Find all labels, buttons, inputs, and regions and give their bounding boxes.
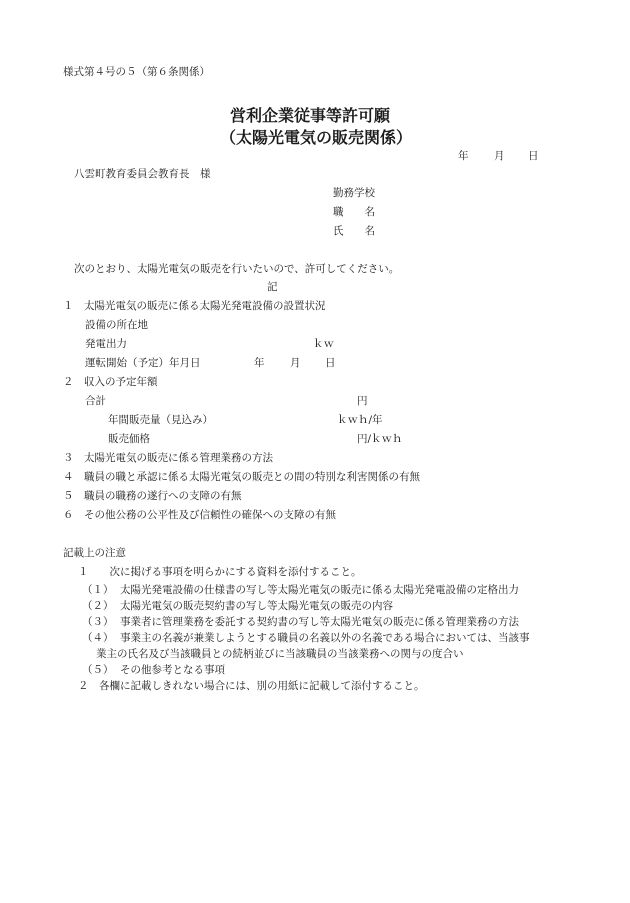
note-1: １ 次に掲げる事項を明らかにする資料を添付すること。 bbox=[78, 566, 362, 578]
operation-start-day: 日 bbox=[325, 357, 336, 369]
item-1-heading: １ 太陽光電気の販売に係る太陽光発電設備の設置状況 bbox=[63, 300, 326, 312]
subnote-4-text-line1: 事業主の名義が兼業しようとする職員の名義以外の名義である場合においては、当該事 bbox=[120, 632, 530, 644]
subnote-5-number: （５） bbox=[82, 664, 114, 676]
applicant-school-label: 勤務学校 bbox=[333, 187, 375, 199]
addressee: 八雲町教育委員会教育長 様 bbox=[74, 168, 211, 180]
form-title: 営利企業従事等許可願 bbox=[230, 106, 391, 125]
power-output-unit: ｋｗ bbox=[313, 338, 334, 350]
subnote-1-number: （１） bbox=[82, 584, 114, 596]
applicant-name-label: 氏 名 bbox=[333, 225, 375, 237]
form-subtitle: （太陽光電気の販売関係） bbox=[220, 128, 413, 147]
annual-sales-label: 年間販売量（見込み） bbox=[108, 414, 213, 426]
sales-price-label: 販売価格 bbox=[108, 433, 150, 445]
intro-text: 次のとおり、太陽光電気の販売を行いたいので、許可してください。 bbox=[74, 263, 400, 275]
item-2-heading: ２ 収入の予定年額 bbox=[63, 376, 158, 388]
power-output-label: 発電出力 bbox=[85, 338, 127, 350]
annual-sales-unit: ｋｗｈ/年 bbox=[337, 414, 383, 426]
subnote-3-number: （３） bbox=[82, 616, 114, 628]
subnote-4-number: （４） bbox=[82, 632, 114, 644]
subnote-3-text: 事業者に管理業務を委託する契約書の写し等太陽光電気の販売に係る管理業務の方法 bbox=[120, 616, 519, 628]
ki-heading: 記 bbox=[267, 281, 278, 293]
note-2: ２ 各欄に記載しきれない場合には、別の用紙に記載して添付すること。 bbox=[78, 680, 425, 692]
income-total-unit: 円 bbox=[357, 395, 368, 407]
item-5-heading: ５ 職員の職務の遂行への支障の有無 bbox=[63, 490, 242, 502]
applicant-position-label: 職 名 bbox=[333, 206, 375, 218]
subnote-5-text: その他参考となる事項 bbox=[120, 664, 225, 676]
date-day-label: 日 bbox=[528, 150, 539, 162]
operation-start-label: 運転開始（予定）年月日 bbox=[85, 357, 201, 369]
subnote-2-number: （２） bbox=[82, 600, 114, 612]
item-6-heading: ６ その他公務の公平性及び信頼性の確保への支障の有無 bbox=[63, 509, 336, 521]
operation-start-month: 月 bbox=[290, 357, 301, 369]
date-year-label: 年 bbox=[458, 150, 469, 162]
sales-price-unit: 円/ｋｗｈ bbox=[357, 433, 403, 445]
date-month-label: 月 bbox=[494, 150, 505, 162]
income-total-label: 合計 bbox=[85, 395, 106, 407]
item-4-heading: ４ 職員の職と承認に係る太陽光電気の販売との間の特別な利害関係の有無 bbox=[63, 471, 420, 483]
operation-start-year: 年 bbox=[254, 357, 265, 369]
equipment-location-label: 設備の所在地 bbox=[85, 319, 148, 331]
item-3-heading: ３ 太陽光電気の販売に係る管理業務の方法 bbox=[63, 452, 273, 464]
subnote-1-text: 太陽光発電設備の仕様書の写し等太陽光電気の販売に係る太陽光発電設備の定格出力 bbox=[120, 584, 519, 596]
form-number: 様式第４号の５（第６条関係） bbox=[63, 66, 210, 78]
notes-heading: 記載上の注意 bbox=[63, 547, 126, 559]
subnote-2-text: 太陽光電気の販売契約書の写し等太陽光電気の販売の内容 bbox=[120, 600, 393, 612]
subnote-4-text-line2: 業主の氏名及び当該職員との続柄並びに当該職員の当該業務への関与の度合い bbox=[96, 648, 464, 660]
